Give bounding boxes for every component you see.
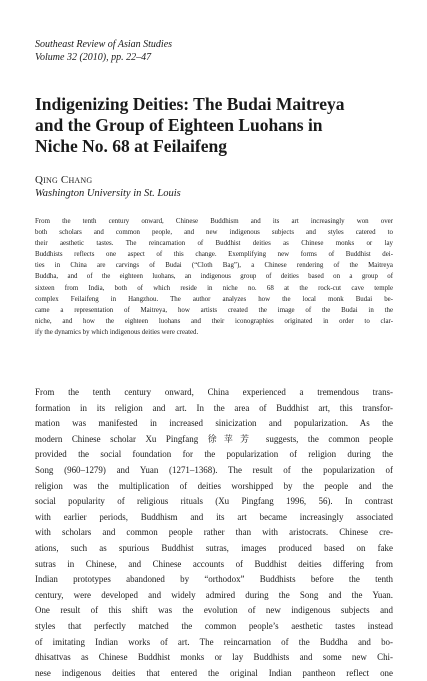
journal-name: Southeast Review of Asian Studies [35, 39, 173, 50]
abstract-line: sixteen from India, both of which reside in niche no. 68 at the rock-cut cave temple [35, 284, 393, 292]
body-line: modern Chinese scholar Xu Pingfang 徐苹芳 suggests, the common people [35, 433, 393, 444]
journal-header [35, 38, 172, 64]
body-line: mation was manifested in increased sinicization and popularization. As the [35, 418, 393, 429]
body-line: dhisattvas as Chinese Buddhist monks or lay Buddhists and some new Chi- [35, 652, 393, 663]
body-line: From the tenth century onward, China experienced a tremendous trans- [35, 387, 393, 397]
abstract-line: both scholars and common people, and new indigenous subjects and styles catered to [35, 229, 393, 237]
body-line: Song (960–1279) and Yuan (1271–1368). The result of the popularization of [35, 464, 393, 475]
body-line: ations, such as spurious Buddhist sutras, images produced based on fake [35, 542, 393, 553]
body-line: with earlier periods, Buddhism and its art became increasingly associated [35, 511, 393, 522]
title-line: Indigenizing Deities: The Budai Maitreya [35, 94, 345, 114]
abstract-line: Buddha, and of the eighteen luohans, an indigenous group of deities based on a group of [35, 273, 393, 281]
body-line: of imitating Indian works of art. The reincarnation of the Buddha and bo- [35, 636, 393, 647]
title-line: and the Group of Eighteen Luohans in [35, 115, 323, 135]
body-line: One result of this shift was the evolution of new indigenous subjects and [35, 605, 393, 616]
body-line: provided the social foundation for the popularization of religion during the [35, 449, 393, 460]
abstract-line: From the tenth century onward, Chinese Buddhism and its art increasingly won over [35, 218, 393, 225]
body-line: century, were developed and widely admired during the Song and the Yuan. [35, 589, 393, 600]
abstract-line: complex Feilaifeng in Hangzhou. The author analyzes how the local monk Budai be- [35, 295, 393, 303]
abstract-line: Buddhists reflects one aspect of this change. Exemplifying new forms of Buddhist dei- [35, 251, 393, 259]
body-text [35, 385, 393, 681]
body-line: Indian prototypes abandoned by “orthodox” Buddhists before the tenth [35, 574, 393, 585]
article-title [35, 94, 405, 157]
abstract-line: came a representation of Maitreya, how artists created the image of the Budai in the [35, 306, 393, 314]
abstract-line: their aesthetic tastes. The reincarnation of Buddhist deities as Chinese monks or lay [35, 240, 393, 248]
body-line: social popularity of religious rituals (Xu Pingfang 1996, 56). In contrast [35, 496, 393, 507]
body-line: with scholars and common people rather than with aristocrats. Chinese cre- [35, 527, 393, 538]
journal-volume: Volume 32 (2010), pp. 22–47 [35, 52, 152, 63]
body-line: styles that perfectly matched the common people’s aesthetic tastes instead [35, 620, 393, 631]
abstract-line: ties in China are carvings of Budai (“Cloth Bag”), a Chinese rendering of the Maitreya [35, 262, 393, 270]
body-line: sutras in Chinese, and Chinese accounts of Buddhist deities differing from [35, 558, 393, 569]
abstract-line: ify the dynamics by which indigenous deities were created. [35, 328, 199, 336]
body-line: nese indigenous deities that entered the original Indian pantheon reflect one [35, 667, 393, 678]
body-line: religion was the multiplication of deities worshipped by the people and the [35, 480, 393, 491]
abstract-line: niche, and how the eighteen luohans and their iconographies originated in order to clar- [35, 317, 393, 325]
author-name: Qing Chang [35, 174, 93, 186]
abstract [35, 216, 393, 338]
body-line: formation in its religion and art. In the area of Buddhist art, this transfor- [35, 402, 393, 413]
author-block [35, 173, 181, 201]
author-affiliation: Washington University in St. Louis [35, 188, 181, 199]
title-line: Niche No. 68 at Feilaifeng [35, 136, 227, 156]
